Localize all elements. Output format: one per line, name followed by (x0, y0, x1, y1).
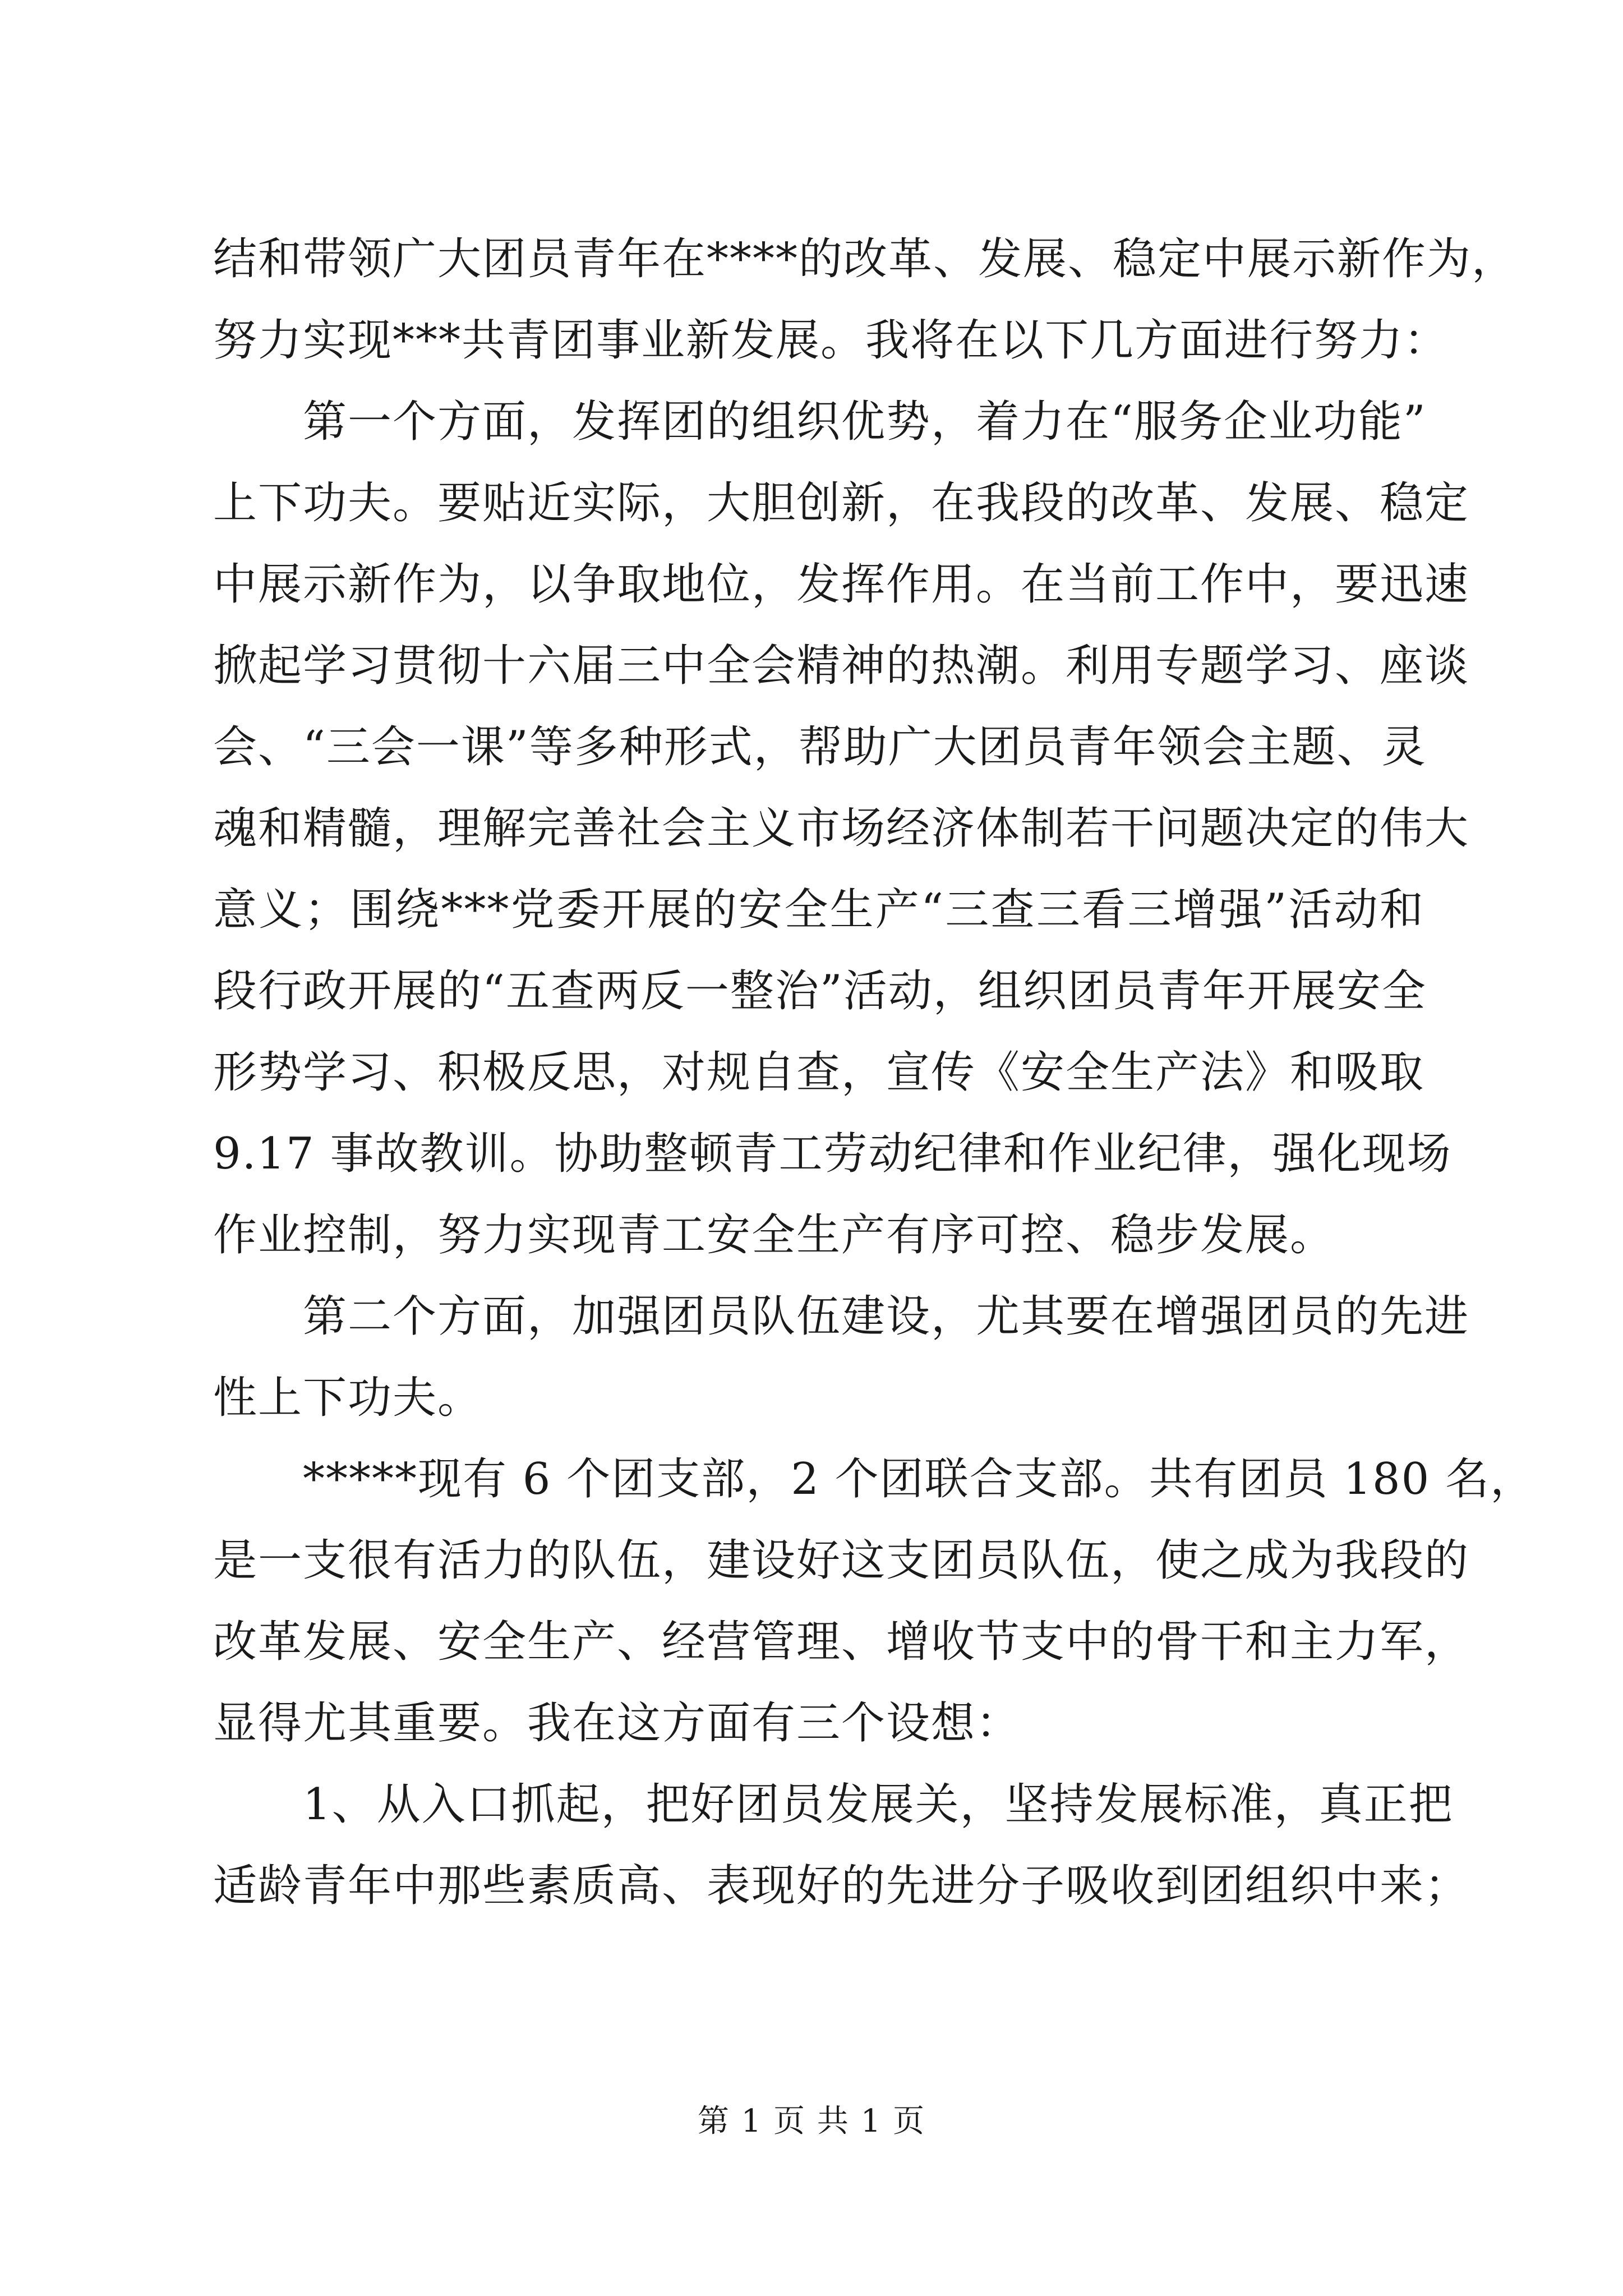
text-line: 第二个方面，加强团员队伍建设，尤其要在增强团员的先进 (303, 1291, 1470, 1342)
page-number-label: 第 1 页 共 1 页 (697, 2103, 926, 2139)
text-line: 意义；围绕***党委开展的安全生产“三查三看三增强”活动和 (213, 885, 1424, 935)
text-line: 性上下功夫。 (213, 1373, 483, 1423)
text-line: 掀起学习贯彻十六届三中全会精神的热潮。利用专题学习、座谈 (213, 641, 1470, 691)
text-line: 魂和精髓，理解完善社会主义市场经济体制若干问题决定的伟大 (213, 803, 1470, 854)
text-line: 中展示新作为，以争取地位，发挥作用。在当前工作中，要迅速 (213, 559, 1470, 610)
text-line: 第一个方面，发挥团的组织优势，着力在“服务企业功能” (303, 397, 1427, 447)
page-footer (0, 2099, 1623, 2144)
text-line: *****现有 6 个团支部，2 个团联合支部。共有团员 180 名， (303, 1454, 1536, 1504)
text-line: 会、“三会一课”等多种形式，帮助广大团员青年领会主题、灵 (213, 722, 1427, 772)
text-line: 作业控制，努力实现青工安全生产有序可控、稳步发展。 (213, 1210, 1335, 1260)
text-line: 9.17 事故教训。协助整顿青工劳动纪律和作业纪律，强化现场 (213, 1129, 1452, 1179)
document-body (213, 219, 1536, 1927)
text-line: 努力实现***共青团事业新发展。我将在以下几方面进行努力： (213, 315, 1449, 366)
text-line: 上下功夫。要贴近实际，大胆创新，在我段的改革、发展、稳定 (213, 478, 1470, 528)
text-line: 结和带领广大团员青年在****的改革、发展、稳定中展示新作为， (213, 234, 1517, 284)
text-line: 是一支很有活力的队伍，建设好这支团员队伍，使之成为我段的 (213, 1535, 1470, 1586)
text-line: 形势学习、积极反思，对规自查，宣传《安全生产法》和吸取 (213, 1047, 1425, 1098)
text-line: 段行政开展的“五查两反一整治”活动，组织团员青年开展安全 (213, 966, 1427, 1016)
text-line: 适龄青年中那些素质高、表现好的先进分子吸收到团组织中来； (213, 1861, 1470, 1911)
text-line: 改革发展、安全生产、经营管理、增收节支中的骨干和主力军， (213, 1617, 1470, 1667)
text-line: 1、从入口抓起，把好团员发展关，坚持发展标准，真正把 (303, 1779, 1454, 1830)
text-line: 显得尤其重要。我在这方面有三个设想： (213, 1698, 1021, 1749)
